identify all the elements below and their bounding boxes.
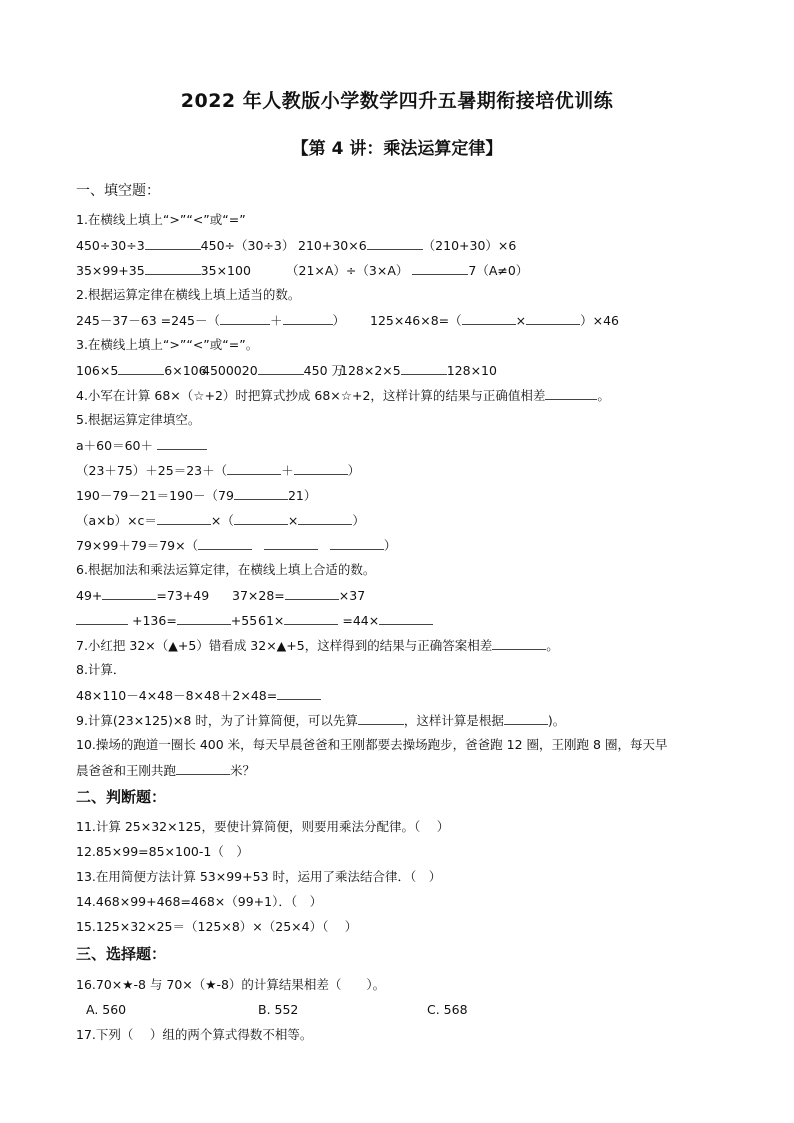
q16-option-b[interactable]: B. 552 xyxy=(258,1002,299,1017)
answer-blank[interactable] xyxy=(283,312,333,325)
q5-a-left: a＋60＝60＋ xyxy=(76,438,153,453)
q1-stem: 1.在横线上填上“>”“<”或“=” xyxy=(76,212,246,227)
section-fill-in: 一、填空题： xyxy=(76,183,160,199)
q5-c-right: 21） xyxy=(287,488,317,503)
judge-item-11: 11.计算 25×32×125，要使计算简便，则要用乘法分配律。（ ） xyxy=(76,819,450,834)
q8-expr: 48×110－4×48－8×48＋2×48= xyxy=(76,688,278,703)
answer-blank[interactable] xyxy=(285,587,339,600)
q5-d-right: ） xyxy=(352,513,365,528)
q5-b-left: （23＋75）＋25＝23＋（ xyxy=(76,463,228,478)
q5-row-b xyxy=(76,462,360,479)
q7-text: 7.小红把 32×（▲+5）错看成 32×▲+5，这样得到的结果与正确答案相差 xyxy=(76,638,493,653)
q16-option-c[interactable]: C. 568 xyxy=(427,1002,468,1017)
q2-row-1 xyxy=(76,312,345,329)
q9-left: 9.计算(23×125)×8 时，为了计算简便，可以先算 xyxy=(76,713,358,728)
q3-row-1b xyxy=(202,362,344,379)
q6-row-1b xyxy=(232,587,365,604)
q7-end: 。 xyxy=(546,638,559,653)
q1-a-right: 450÷（30÷3） xyxy=(200,238,295,253)
q6-row-1 xyxy=(76,587,209,604)
answer-blank[interactable] xyxy=(284,612,338,625)
answer-blank[interactable] xyxy=(526,312,580,325)
q1-a-left: 450÷30÷3 xyxy=(76,238,145,253)
answer-blank[interactable] xyxy=(157,437,207,450)
q6-b-right: ×37 xyxy=(338,588,366,603)
q2-b-left: 125×46×8=（ xyxy=(370,313,462,328)
q5-row-d xyxy=(76,512,365,529)
q4 xyxy=(76,387,610,404)
q3-row-1c xyxy=(340,362,497,379)
section-multiple-choice: 三、选择题： xyxy=(76,945,167,963)
answer-blank[interactable] xyxy=(177,612,231,625)
answer-blank[interactable] xyxy=(220,312,270,325)
q8-expr-row xyxy=(76,687,321,704)
q6-c-right: +55 xyxy=(230,613,258,628)
q6-a-right: =73+49 xyxy=(156,588,210,603)
answer-blank[interactable] xyxy=(401,362,447,375)
worksheet-title: 2022 年人教版小学数学四升五暑期衔接培优训练 xyxy=(180,90,614,112)
q10-line2-left: 晨爸爸和王刚共跑 xyxy=(76,763,177,778)
q6-c-mid: +136= xyxy=(131,613,177,628)
q9-mid: ，这样计算是根据 xyxy=(403,713,504,728)
q10-line2-right: 米？ xyxy=(230,763,256,778)
answer-blank[interactable] xyxy=(234,512,288,525)
answer-blank[interactable] xyxy=(504,712,548,725)
answer-blank[interactable] xyxy=(379,612,433,625)
judge-item-13: 13.在用简便方法计算 53×99+53 时，运用了乘法结合律．（ ） xyxy=(76,869,442,884)
answer-blank[interactable] xyxy=(298,512,352,525)
q3-b-left: 4500020 xyxy=(202,363,258,378)
answer-blank[interactable] xyxy=(264,537,318,550)
q10-line2 xyxy=(76,762,255,779)
answer-blank[interactable] xyxy=(258,362,304,375)
section-true-false: 二、判断题： xyxy=(76,788,167,806)
q1-b-right: （210+30）×6 xyxy=(422,238,517,253)
q2-b-right: ）×46 xyxy=(580,313,620,328)
q5-e-right: ） xyxy=(383,538,397,553)
q5-d-mid2: × xyxy=(287,513,299,528)
q6-stem: 6.根据加法和乘法运算定律，在横线上填上合适的数。 xyxy=(76,562,376,577)
answer-blank[interactable] xyxy=(145,237,201,250)
q5-row-c xyxy=(76,487,316,504)
q2-row-1b xyxy=(370,312,619,329)
answer-blank[interactable] xyxy=(367,237,423,250)
q3-stem: 3.在横线上填上“>”“<”或“=”。 xyxy=(76,337,259,352)
q17-stem: 17.下列（ ）组的两个算式得数不相等。 xyxy=(76,1027,313,1042)
q5-d-left: （a×b）×c＝ xyxy=(76,513,157,528)
judge-item-12: 12.85×99=85×100-1（ ） xyxy=(76,844,249,859)
q9 xyxy=(76,712,565,729)
answer-blank[interactable] xyxy=(234,487,288,500)
q2-stem: 2.根据运算定律在横线上填上适当的数。 xyxy=(76,287,301,302)
q1-row-1b xyxy=(298,237,516,254)
answer-blank[interactable] xyxy=(76,612,128,625)
q1-row-2b xyxy=(286,262,528,279)
q2-a-right: ） xyxy=(332,313,346,328)
q1-row-1 xyxy=(76,237,294,254)
q4-text: 4.小军在计算 68×（☆+2）时把算式抄成 68×☆+2，这样计算的结果与正确值相差 xyxy=(76,388,546,403)
judge-item-15: 15.125×32×25＝（125×8）×（25×4）（ ） xyxy=(76,919,358,934)
q7 xyxy=(76,637,559,654)
q3-row-1 xyxy=(76,362,207,379)
q6-row-2b xyxy=(258,612,433,629)
q2-a-left: 245－37－63 =245－（ xyxy=(76,313,220,328)
q1-d-left: （21×A）÷（3×A） xyxy=(286,263,409,278)
q1-b-left: 210+30×6 xyxy=(298,238,367,253)
answer-blank[interactable] xyxy=(492,637,546,650)
answer-blank[interactable] xyxy=(102,587,156,600)
answer-blank[interactable] xyxy=(145,262,201,275)
q5-b-right: ） xyxy=(347,463,361,478)
q1-c-right: 35×100 xyxy=(200,263,251,278)
answer-blank[interactable] xyxy=(118,362,164,375)
q8-stem: 8.计算． xyxy=(76,662,126,677)
answer-blank[interactable] xyxy=(198,537,252,550)
answer-blank[interactable] xyxy=(358,712,404,725)
q5-row-a xyxy=(76,437,207,454)
q6-a-left: 49+ xyxy=(76,588,103,603)
q1-d-right: 7（A≠0） xyxy=(468,263,529,278)
q6-d-mid: =44× xyxy=(342,613,380,628)
answer-blank[interactable] xyxy=(227,462,281,475)
q10-line1: 10.操场的跑道一圈长 400 米，每天早晨爸爸和王刚都要去操场跑步，爸爸跑 12 圈，王刚跑 8 圈，每天早 xyxy=(76,737,668,752)
q5-row-e xyxy=(76,537,396,554)
q6-row-2 xyxy=(76,612,257,629)
q4-end: 。 xyxy=(597,388,610,403)
q16-stem: 16.70×★-8 与 70×（★-8）的计算结果相差（ ）。 xyxy=(76,977,386,992)
answer-blank[interactable] xyxy=(277,687,321,700)
q1-c-left: 35×99+35 xyxy=(76,263,145,278)
q3-a-right: 6×106 xyxy=(164,363,207,378)
judge-item-14: 14.468×99+468=468×（99+1）．（ ） xyxy=(76,894,323,909)
q6-d-left: 61× xyxy=(258,613,285,628)
answer-blank[interactable] xyxy=(545,387,597,400)
q1-row-2 xyxy=(76,262,251,279)
q5-c-left: 190－79－21＝190－（79 xyxy=(76,488,234,503)
answer-blank[interactable] xyxy=(462,312,516,325)
q3-b-right: 450 万 xyxy=(303,363,345,378)
lesson-subtitle: 【第 4 讲：乘法运算定律】 xyxy=(291,139,503,159)
answer-blank[interactable] xyxy=(294,462,348,475)
q16-option-a[interactable]: A. 560 xyxy=(86,1002,127,1017)
q5-stem: 5.根据运算定律填空。 xyxy=(76,412,201,427)
q6-b-left: 37×28= xyxy=(232,588,285,603)
q5-e-left: 79×99＋79＝79×（ xyxy=(76,538,199,553)
q3-c-right: 128×10 xyxy=(446,363,497,378)
q2-a-mid: ＋ xyxy=(269,313,283,328)
q3-a-left: 106×5 xyxy=(76,363,119,378)
q5-d-mid1: ×（ xyxy=(210,513,234,528)
answer-blank[interactable] xyxy=(157,512,211,525)
q9-end: )。 xyxy=(547,713,566,728)
answer-blank[interactable] xyxy=(330,537,384,550)
answer-blank[interactable] xyxy=(412,262,468,275)
q5-b-mid: ＋ xyxy=(281,463,294,478)
answer-blank[interactable] xyxy=(176,762,230,775)
q3-c-left: 128×2×5 xyxy=(340,363,401,378)
q2-b-mid: × xyxy=(515,313,527,328)
